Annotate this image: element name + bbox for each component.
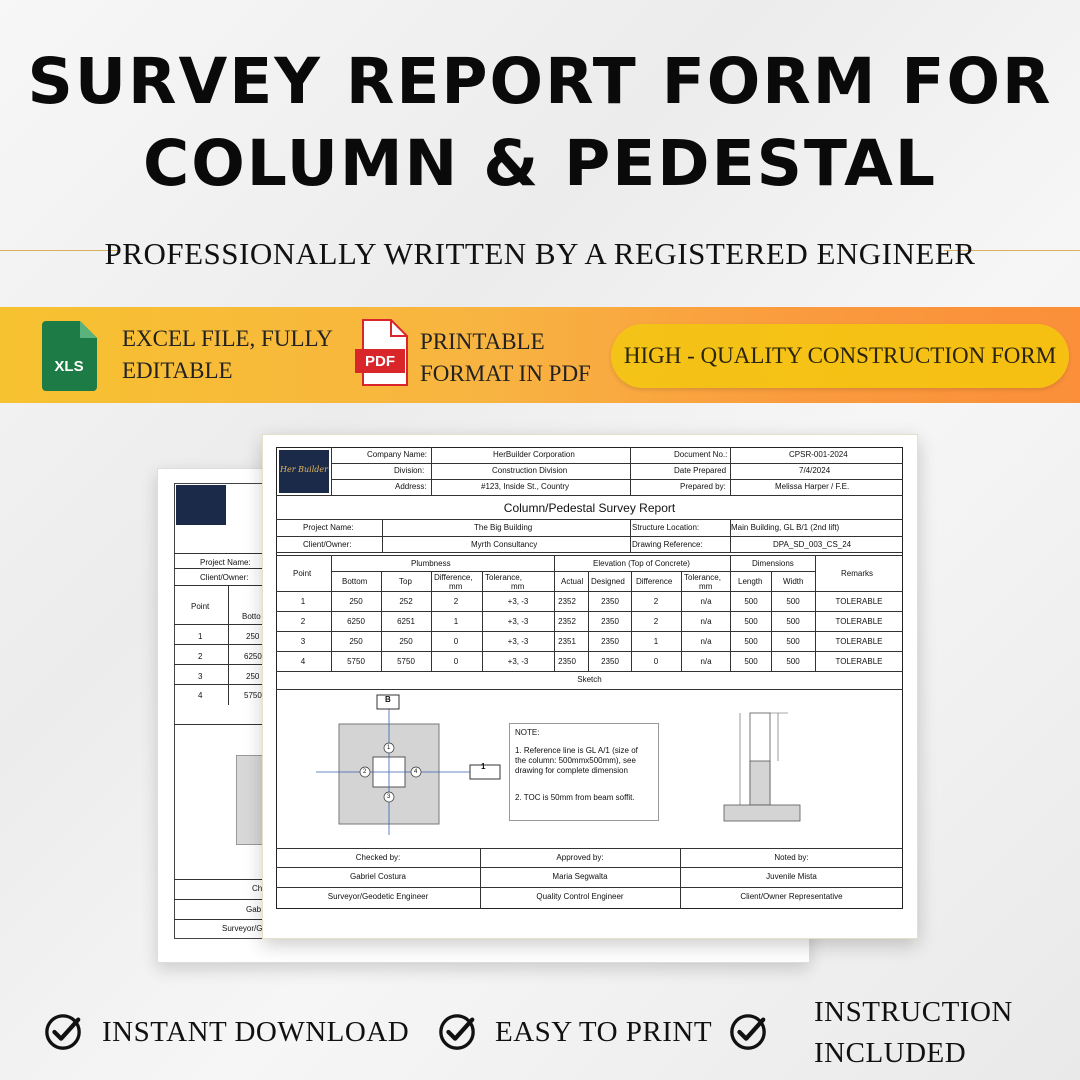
point-2: 2: [363, 769, 367, 775]
back-row-value: 250: [246, 672, 260, 681]
xls-badge: XLS: [54, 358, 84, 375]
cell-tol2: n/a: [700, 637, 712, 646]
back-row-value: 5750: [244, 691, 262, 700]
excel-feature-line1: EXCEL FILE, FULLY: [122, 326, 333, 351]
cell-length: 500: [744, 597, 758, 606]
cell-diff: 0: [453, 637, 459, 646]
cell-bottom: 250: [349, 597, 363, 606]
grid-label-1: 1: [481, 762, 486, 771]
col-point: Point: [293, 569, 312, 578]
sub-designed: Designed: [591, 577, 625, 586]
grid-label-b: B: [385, 695, 391, 704]
sub-actual: Actual: [561, 577, 584, 586]
back-checked-role: Surveyor/G: [222, 924, 263, 933]
check-circle-icon: [729, 1013, 767, 1051]
division-name: Construction Division: [492, 466, 568, 475]
excel-file-icon: [42, 321, 97, 391]
cell-top: 252: [399, 597, 413, 606]
back-checked-name: Gab: [246, 905, 262, 914]
headline-line-2: COLUMN & PEDESTAL: [143, 127, 937, 200]
cell-actual: 2352: [558, 617, 576, 626]
point-3: 3: [387, 794, 391, 800]
checked-name: Gabriel Costura: [349, 872, 407, 881]
pdf-feature-line1: PRINTABLE: [420, 329, 545, 354]
footer-instruction-line1: INSTRUCTION: [814, 996, 1013, 1028]
cell-length: 500: [744, 617, 758, 626]
cell-width: 500: [786, 637, 800, 646]
cell-difference: 1: [653, 637, 659, 646]
report-title: Column/Pedestal Survey Report: [503, 501, 676, 515]
cell-length: 500: [744, 637, 758, 646]
col-plumbness: Plumbness: [411, 559, 451, 568]
col-remarks: Remarks: [841, 569, 874, 578]
cell-difference: 2: [653, 597, 659, 606]
drawing-label: Drawing Reference:: [632, 540, 703, 549]
back-project-label: Project Name:: [200, 558, 251, 567]
cell-top: 5750: [397, 657, 415, 666]
back-row-point: 2: [198, 652, 203, 661]
cell-bottom: 6250: [347, 617, 365, 626]
excel-feature-line2: EDITABLE: [122, 358, 233, 383]
back-row-value: 6250: [244, 652, 262, 661]
date-value: 7/4/2024: [799, 466, 831, 475]
cell-tol2: n/a: [700, 657, 712, 666]
cell-tol2: n/a: [700, 617, 712, 626]
structure-label: Structure Location:: [632, 523, 700, 532]
cell-tol: +3, -3: [507, 637, 529, 646]
cell-actual: 2351: [558, 637, 576, 646]
sub-diff-1: Difference,: [434, 573, 473, 582]
cell-tol: +3, -3: [507, 657, 529, 666]
cell-width: 500: [786, 597, 800, 606]
cell-remarks: TOLERABLE: [835, 657, 883, 666]
division-label: Division:: [394, 466, 425, 475]
cell-tol: +3, -3: [507, 597, 529, 606]
footer-instant-download: INSTANT DOWNLOAD: [102, 1016, 410, 1048]
cell-point: 1: [300, 597, 306, 606]
back-row-point: 3: [198, 672, 203, 681]
note-1c: drawing for complete dimension: [515, 766, 628, 775]
sub-difference: Difference: [636, 577, 673, 586]
noted-role: Client/Owner Representative: [740, 892, 843, 901]
client-label: Client/Owner:: [303, 540, 352, 549]
cell-designed: 2350: [601, 597, 619, 606]
cell-designed: 2350: [601, 617, 619, 626]
check-circle-icon: [44, 1013, 82, 1051]
cell-point: 4: [300, 657, 306, 666]
cell-width: 500: [786, 657, 800, 666]
cell-length: 500: [744, 657, 758, 666]
date-label: Date Prepared: [674, 466, 727, 475]
structure-value: Main Building, GL B/1 (2nd lift): [731, 523, 840, 532]
sub-width: Width: [783, 577, 804, 586]
subtitle: PROFESSIONALLY WRITTEN BY A REGISTERED ENGINEER: [104, 236, 976, 271]
note-2: 2. TOC is 50mm from beam soffit.: [515, 793, 635, 802]
back-bottom-header: Botto: [242, 612, 261, 621]
address-label: Address:: [395, 482, 427, 491]
prepared-value: Melissa Harper / F.E.: [775, 482, 850, 491]
back-point-header: Point: [191, 602, 210, 611]
sub-top: Top: [399, 577, 412, 586]
back-row-point: 4: [198, 691, 203, 700]
cell-remarks: TOLERABLE: [835, 637, 883, 646]
cell-point: 2: [300, 617, 306, 626]
cell-tol2: n/a: [700, 597, 712, 606]
back-row-point: 1: [198, 632, 203, 641]
check-circle-icon: [438, 1013, 476, 1051]
checked-role: Surveyor/Geodetic Engineer: [327, 892, 429, 901]
project-value: The Big Building: [474, 523, 533, 532]
cell-diff: 0: [453, 657, 459, 666]
note-1a: 1. Reference line is GL A/1 (size of: [515, 746, 638, 755]
cell-remarks: TOLERABLE: [835, 597, 883, 606]
sub-tol-3: Tolerance,: [684, 573, 721, 582]
cell-remarks: TOLERABLE: [835, 617, 883, 626]
headline-line-1: SURVEY REPORT FORM FOR: [27, 45, 1053, 118]
note-1b: the column: 500mmx500mm), see: [515, 756, 636, 765]
noted-name: Juvenile Mista: [766, 872, 817, 881]
approved-label: Approved by:: [556, 853, 604, 862]
pdf-file-icon: [355, 319, 411, 387]
sub-bottom: Bottom: [342, 577, 368, 586]
sub-tol-1: Tolerance,: [485, 573, 522, 582]
docno-label: Document No.:: [674, 450, 728, 459]
cell-bottom: 5750: [347, 657, 365, 666]
quality-pill: HIGH - QUALITY CONSTRUCTION FORM: [611, 324, 1069, 388]
back-row-value: 250: [246, 632, 260, 641]
point-4: 4: [414, 769, 418, 775]
company-logo: Her Builder: [279, 450, 329, 493]
point-1: 1: [387, 745, 391, 751]
back-logo: [176, 485, 226, 525]
company-name: HerBuilder Corporation: [493, 450, 575, 459]
cell-width: 500: [786, 617, 800, 626]
prepared-label: Prepared by:: [680, 482, 726, 491]
address-value: #123, Inside St., Country: [481, 482, 570, 491]
noted-label: Noted by:: [774, 853, 809, 862]
docno-value: CPSR-001-2024: [789, 450, 848, 459]
pdf-badge: PDF: [365, 353, 395, 370]
cell-tol: +3, -3: [507, 617, 529, 626]
project-label: Project Name:: [303, 523, 354, 532]
sub-tol-4: mm: [699, 582, 713, 591]
cell-difference: 2: [653, 617, 659, 626]
cell-designed: 2350: [601, 657, 619, 666]
footer-easy-to-print: EASY TO PRINT: [495, 1016, 713, 1048]
back-client-label: Client/Owner:: [200, 573, 249, 582]
checked-label: Checked by:: [355, 853, 401, 862]
column-elevation-sketch: [718, 703, 808, 825]
col-elevation: Elevation (Top of Concrete): [593, 559, 690, 568]
col-dimensions: Dimensions: [752, 559, 794, 568]
cell-bottom: 250: [349, 637, 363, 646]
cell-difference: 0: [653, 657, 659, 666]
sketch-label: Sketch: [577, 675, 602, 684]
column-plan-sketch: [308, 691, 528, 841]
cell-designed: 2350: [601, 637, 619, 646]
cell-diff: 2: [453, 597, 459, 606]
approved-role: Quality Control Engineer: [536, 892, 624, 901]
pdf-feature-line2: FORMAT IN PDF: [420, 361, 591, 386]
cell-actual: 2350: [558, 657, 576, 666]
note-title: NOTE:: [515, 728, 540, 737]
cell-point: 3: [300, 637, 306, 646]
approved-name: Maria Segwalta: [552, 872, 608, 881]
company-label: Company Name:: [367, 450, 428, 459]
drawing-value: DPA_SD_003_CS_24: [773, 540, 852, 549]
sub-length: Length: [738, 577, 763, 586]
front-form-sheet: [262, 434, 918, 939]
cell-top: 6251: [397, 617, 415, 626]
footer-instruction-line2: INCLUDED: [814, 1037, 967, 1069]
back-checked-label: Ch: [252, 884, 263, 893]
sub-tol-2: mm: [511, 582, 525, 591]
cell-actual: 2352: [558, 597, 576, 606]
client-value: Myrth Consultancy: [471, 540, 538, 549]
cell-top: 250: [399, 637, 413, 646]
cell-diff: 1: [453, 617, 459, 626]
sub-diff-2: mm: [449, 582, 463, 591]
